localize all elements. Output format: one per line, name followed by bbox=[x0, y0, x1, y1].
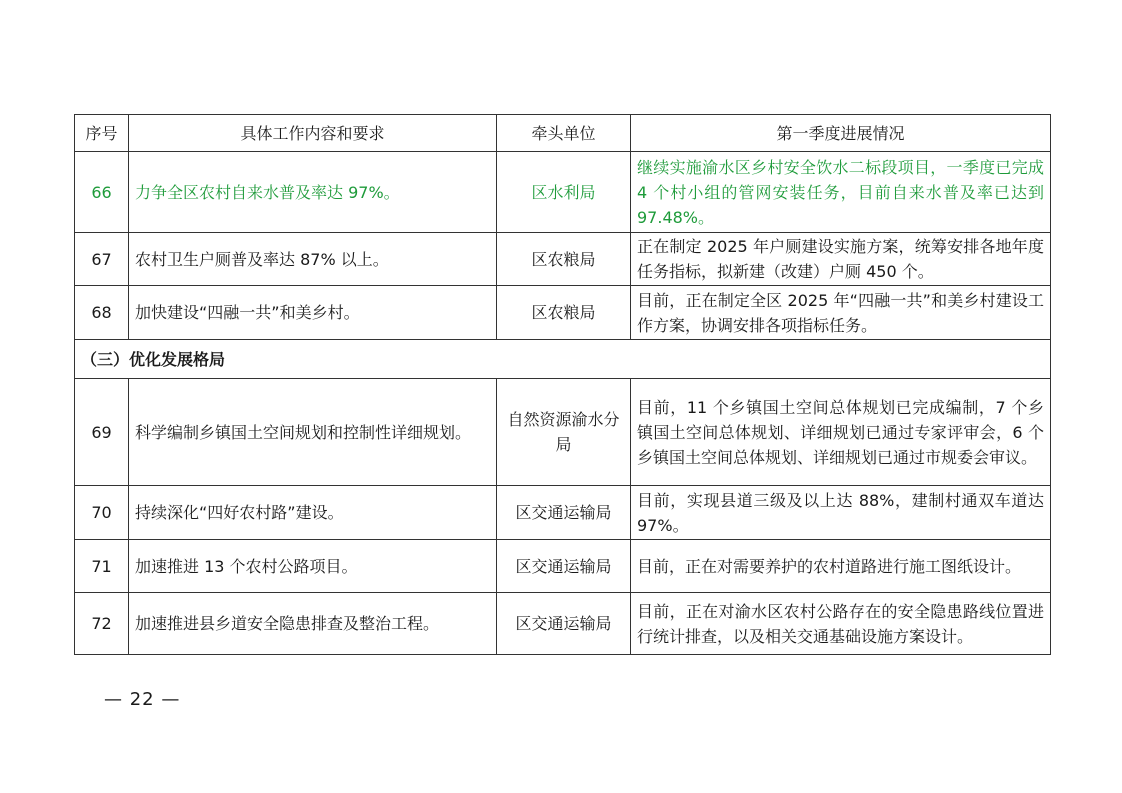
row-progress: 目前，11 个乡镇国土空间总体规划已完成编制，7 个乡镇国土空间总体规划、详细规划已通过专家评审会，6 个乡镇国土空间总体规划、详细规划已通过市规委会审议。 bbox=[631, 379, 1051, 486]
header-num: 序号 bbox=[75, 115, 129, 152]
table-row-71 bbox=[75, 540, 1051, 593]
row-unit: 区交通运输局 bbox=[497, 540, 631, 593]
row-content: 农村卫生户厕普及率达 87% 以上。 bbox=[129, 233, 497, 286]
row-content: 加速推进县乡道安全隐患排查及整治工程。 bbox=[129, 593, 497, 655]
row-unit: 区农粮局 bbox=[497, 233, 631, 286]
section-title: （三）优化发展格局 bbox=[75, 340, 1051, 379]
row-progress: 正在制定 2025 年户厕建设实施方案，统筹安排各地年度任务指标，拟新建（改建）户厕 450 个。 bbox=[631, 233, 1051, 286]
header-progress: 第一季度进展情况 bbox=[631, 115, 1051, 152]
row-content: 科学编制乡镇国土空间规划和控制性详细规划。 bbox=[129, 379, 497, 486]
work-progress-table bbox=[74, 114, 1051, 655]
header-unit: 牵头单位 bbox=[497, 115, 631, 152]
row-progress: 目前，正在对需要养护的农村道路进行施工图纸设计。 bbox=[631, 540, 1051, 593]
row-progress: 继续实施渝水区乡村安全饮水二标段项目，一季度已完成 4 个村小组的管网安装任务，目前自来水普及率已达到 97.48%。 bbox=[631, 152, 1051, 233]
table-row-66 bbox=[75, 152, 1051, 233]
row-num: 70 bbox=[75, 486, 129, 540]
row-content: 持续深化“四好农村路”建设。 bbox=[129, 486, 497, 540]
table-row-72 bbox=[75, 593, 1051, 655]
row-content: 加快建设“四融一共”和美乡村。 bbox=[129, 286, 497, 340]
table-header-row bbox=[75, 115, 1051, 152]
header-content: 具体工作内容和要求 bbox=[129, 115, 497, 152]
section-row bbox=[75, 340, 1051, 379]
row-content: 力争全区农村自来水普及率达 97%。 bbox=[129, 152, 497, 233]
row-progress: 目前，正在制定全区 2025 年“四融一共”和美乡村建设工作方案，协调安排各项指标任务。 bbox=[631, 286, 1051, 340]
table-row-70 bbox=[75, 486, 1051, 540]
row-num: 71 bbox=[75, 540, 129, 593]
row-num: 66 bbox=[75, 152, 129, 233]
row-content: 加速推进 13 个农村公路项目。 bbox=[129, 540, 497, 593]
row-num: 68 bbox=[75, 286, 129, 340]
row-unit: 区交通运输局 bbox=[497, 593, 631, 655]
row-num: 72 bbox=[75, 593, 129, 655]
row-progress: 目前，实现县道三级及以上达 88%，建制村通双车道达 97%。 bbox=[631, 486, 1051, 540]
row-num: 69 bbox=[75, 379, 129, 486]
table-row-69 bbox=[75, 379, 1051, 486]
row-unit: 自然资源渝水分局 bbox=[497, 379, 631, 486]
row-unit: 区交通运输局 bbox=[497, 486, 631, 540]
table-row-67 bbox=[75, 233, 1051, 286]
row-progress: 目前，正在对渝水区农村公路存在的安全隐患路线位置进行统计排查，以及相关交通基础设施方案设计。 bbox=[631, 593, 1051, 655]
row-unit: 区水利局 bbox=[497, 152, 631, 233]
page-number: — 22 — bbox=[104, 689, 181, 710]
row-unit: 区农粮局 bbox=[497, 286, 631, 340]
row-num: 67 bbox=[75, 233, 129, 286]
table-row-68 bbox=[75, 286, 1051, 340]
